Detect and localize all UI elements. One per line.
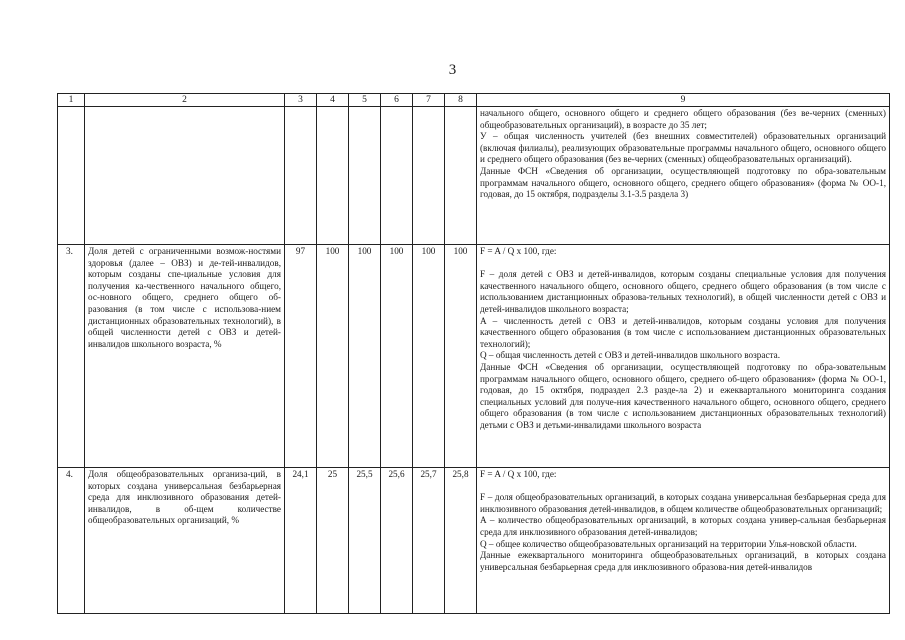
header-row — [58, 94, 890, 107]
value-cell: 25 — [317, 468, 349, 614]
empty-cell — [349, 107, 381, 245]
empty-cell — [317, 107, 349, 245]
indicator-name: Доля детей с ограниченными возмож-ностями здоровья (далее – ОВЗ) и де-тей-инвалидов, которым созданы спе-циальные условия для получения ка-чественного начального общего, ос-новного общего, среднего общего об-разования (в том числе с использова-нием дистанционных образовательных технологий), в общей численности детей с ОВЗ и детей-инвалидов школьного возраста, % — [85, 245, 285, 468]
value-cell: 100 — [317, 245, 349, 468]
description-line: Данные ФСН «Сведения об организации, осуществляющей подготовку по обра-зовательным программам начального общего, основного общего, среднего об-щего образования» (форма № ОО-1, годовая, до 15 октября, подраздел 2.3 разде-ла 2) и ежеквартального мониторинга создания специальных условий для получе-ния качественного начального общего, основного общего, среднего общего образования (в том числе с использованием дистанционных образовательных технологий) детьми с ОВЗ и детьми-инвалидами школьного возраста — [480, 361, 886, 430]
value-cell: 25,7 — [413, 468, 445, 614]
description-line: Данные ежеквартального мониторинга общеобразовательных организаций, в которых создана универсальная безбарьерная среда для инклюзивного образова-ния детей-инвалидов — [480, 550, 886, 572]
empty-cell — [285, 107, 317, 245]
empty-cell — [445, 107, 477, 245]
continuation-row — [58, 107, 890, 245]
value-cell: 100 — [445, 245, 477, 468]
header-cell: 6 — [381, 94, 413, 107]
header-cell: 3 — [285, 94, 317, 107]
value-cell: 24,1 — [285, 468, 317, 614]
indicators-table — [57, 93, 890, 614]
header-cell: 7 — [413, 94, 445, 107]
header-cell: 2 — [85, 94, 285, 107]
header-cell: 4 — [317, 94, 349, 107]
value-cell: 25,6 — [381, 468, 413, 614]
formula: F = A / Q x 100, где: — [480, 469, 557, 479]
description-line: A – количество общеобразовательных организаций, в которых создана универ-сальная безбарьерная среда для инклюзивного образования детей-инвалидов; — [480, 515, 886, 537]
description-line: Q – общее количество общеобразовательных организаций на территории Улья-новской области. — [480, 538, 857, 549]
description-line: Данные ФСН «Сведения об организации, осуществляющей подготовку по обра-зовательным программам начального общего, основного общего, среднего общего образования» (форма № ОО-1, годовая, до 15 октября, подразделы 3.1-3.5 раздела 3) — [480, 165, 886, 200]
header-cell: 9 — [477, 94, 890, 107]
description-cell — [477, 107, 890, 245]
indicator-name: Доля общеобразовательных организа-ций, в которых создана универсальная безбарьерная среда для инклюзивного образования детей-инвалидов, в об-щем количестве общеобразовательных организаций, % — [85, 468, 285, 614]
empty-cell — [413, 107, 445, 245]
description-cell — [477, 245, 890, 468]
description-line: F – доля общеобразовательных организаций, в которых создана универсальная безбарьерная среда для инклюзивного образования детей-инвалидов, в общем количестве общеобразовательных организаций; — [480, 492, 886, 514]
description-line: начального общего, основного общего и среднего общего образования (без ве-черних (сменных) общеобразовательных организаций), в возрасте до 35 лет; — [480, 108, 886, 130]
formula: F = A / Q x 100, где: — [480, 246, 557, 256]
value-cell: 100 — [413, 245, 445, 468]
value-cell: 97 — [285, 245, 317, 468]
empty-cell — [85, 107, 285, 245]
indicator-row — [58, 468, 890, 614]
row-index: 4. — [58, 468, 85, 614]
value-cell: 25,8 — [445, 468, 477, 614]
header-cell: 1 — [58, 94, 85, 107]
header-cell: 8 — [445, 94, 477, 107]
description-line: A – численность детей с ОВЗ и детей-инвалидов, которым созданы условия для получения качественного общего образования (в том числе с использованием дистанционных образовательных технологий); — [480, 315, 886, 349]
value-cell: 100 — [349, 245, 381, 468]
description-line: F – доля детей с ОВЗ и детей-инвалидов, которым созданы специальные условия для получения качественного начального общего, основного общего, среднего общего образования (в том числе с использованием дистанционных образова-тельных технологий), в общей численности детей с ОВЗ и детей-инвалидов школьного возраста; — [480, 269, 886, 314]
empty-cell — [381, 107, 413, 245]
page-number: 3 — [448, 62, 457, 78]
value-cell: 100 — [381, 245, 413, 468]
value-cell: 25,5 — [349, 468, 381, 614]
row-index: 3. — [58, 245, 85, 468]
description-line: У – общая численность учителей (без внешних совместителей) образовательных организаций (включая филиалы), реализующих образовательные программы начального общего, основного общего и среднего общего образования (без ве-черних (сменных) общеобразовательных организаций). — [480, 131, 886, 165]
empty-cell — [58, 107, 85, 245]
description-cell — [477, 468, 890, 614]
description-line: Q – общая численность детей с ОВЗ и детей-инвалидов школьного возраста. — [480, 350, 781, 361]
indicator-row — [58, 245, 890, 468]
header-cell: 5 — [349, 94, 381, 107]
